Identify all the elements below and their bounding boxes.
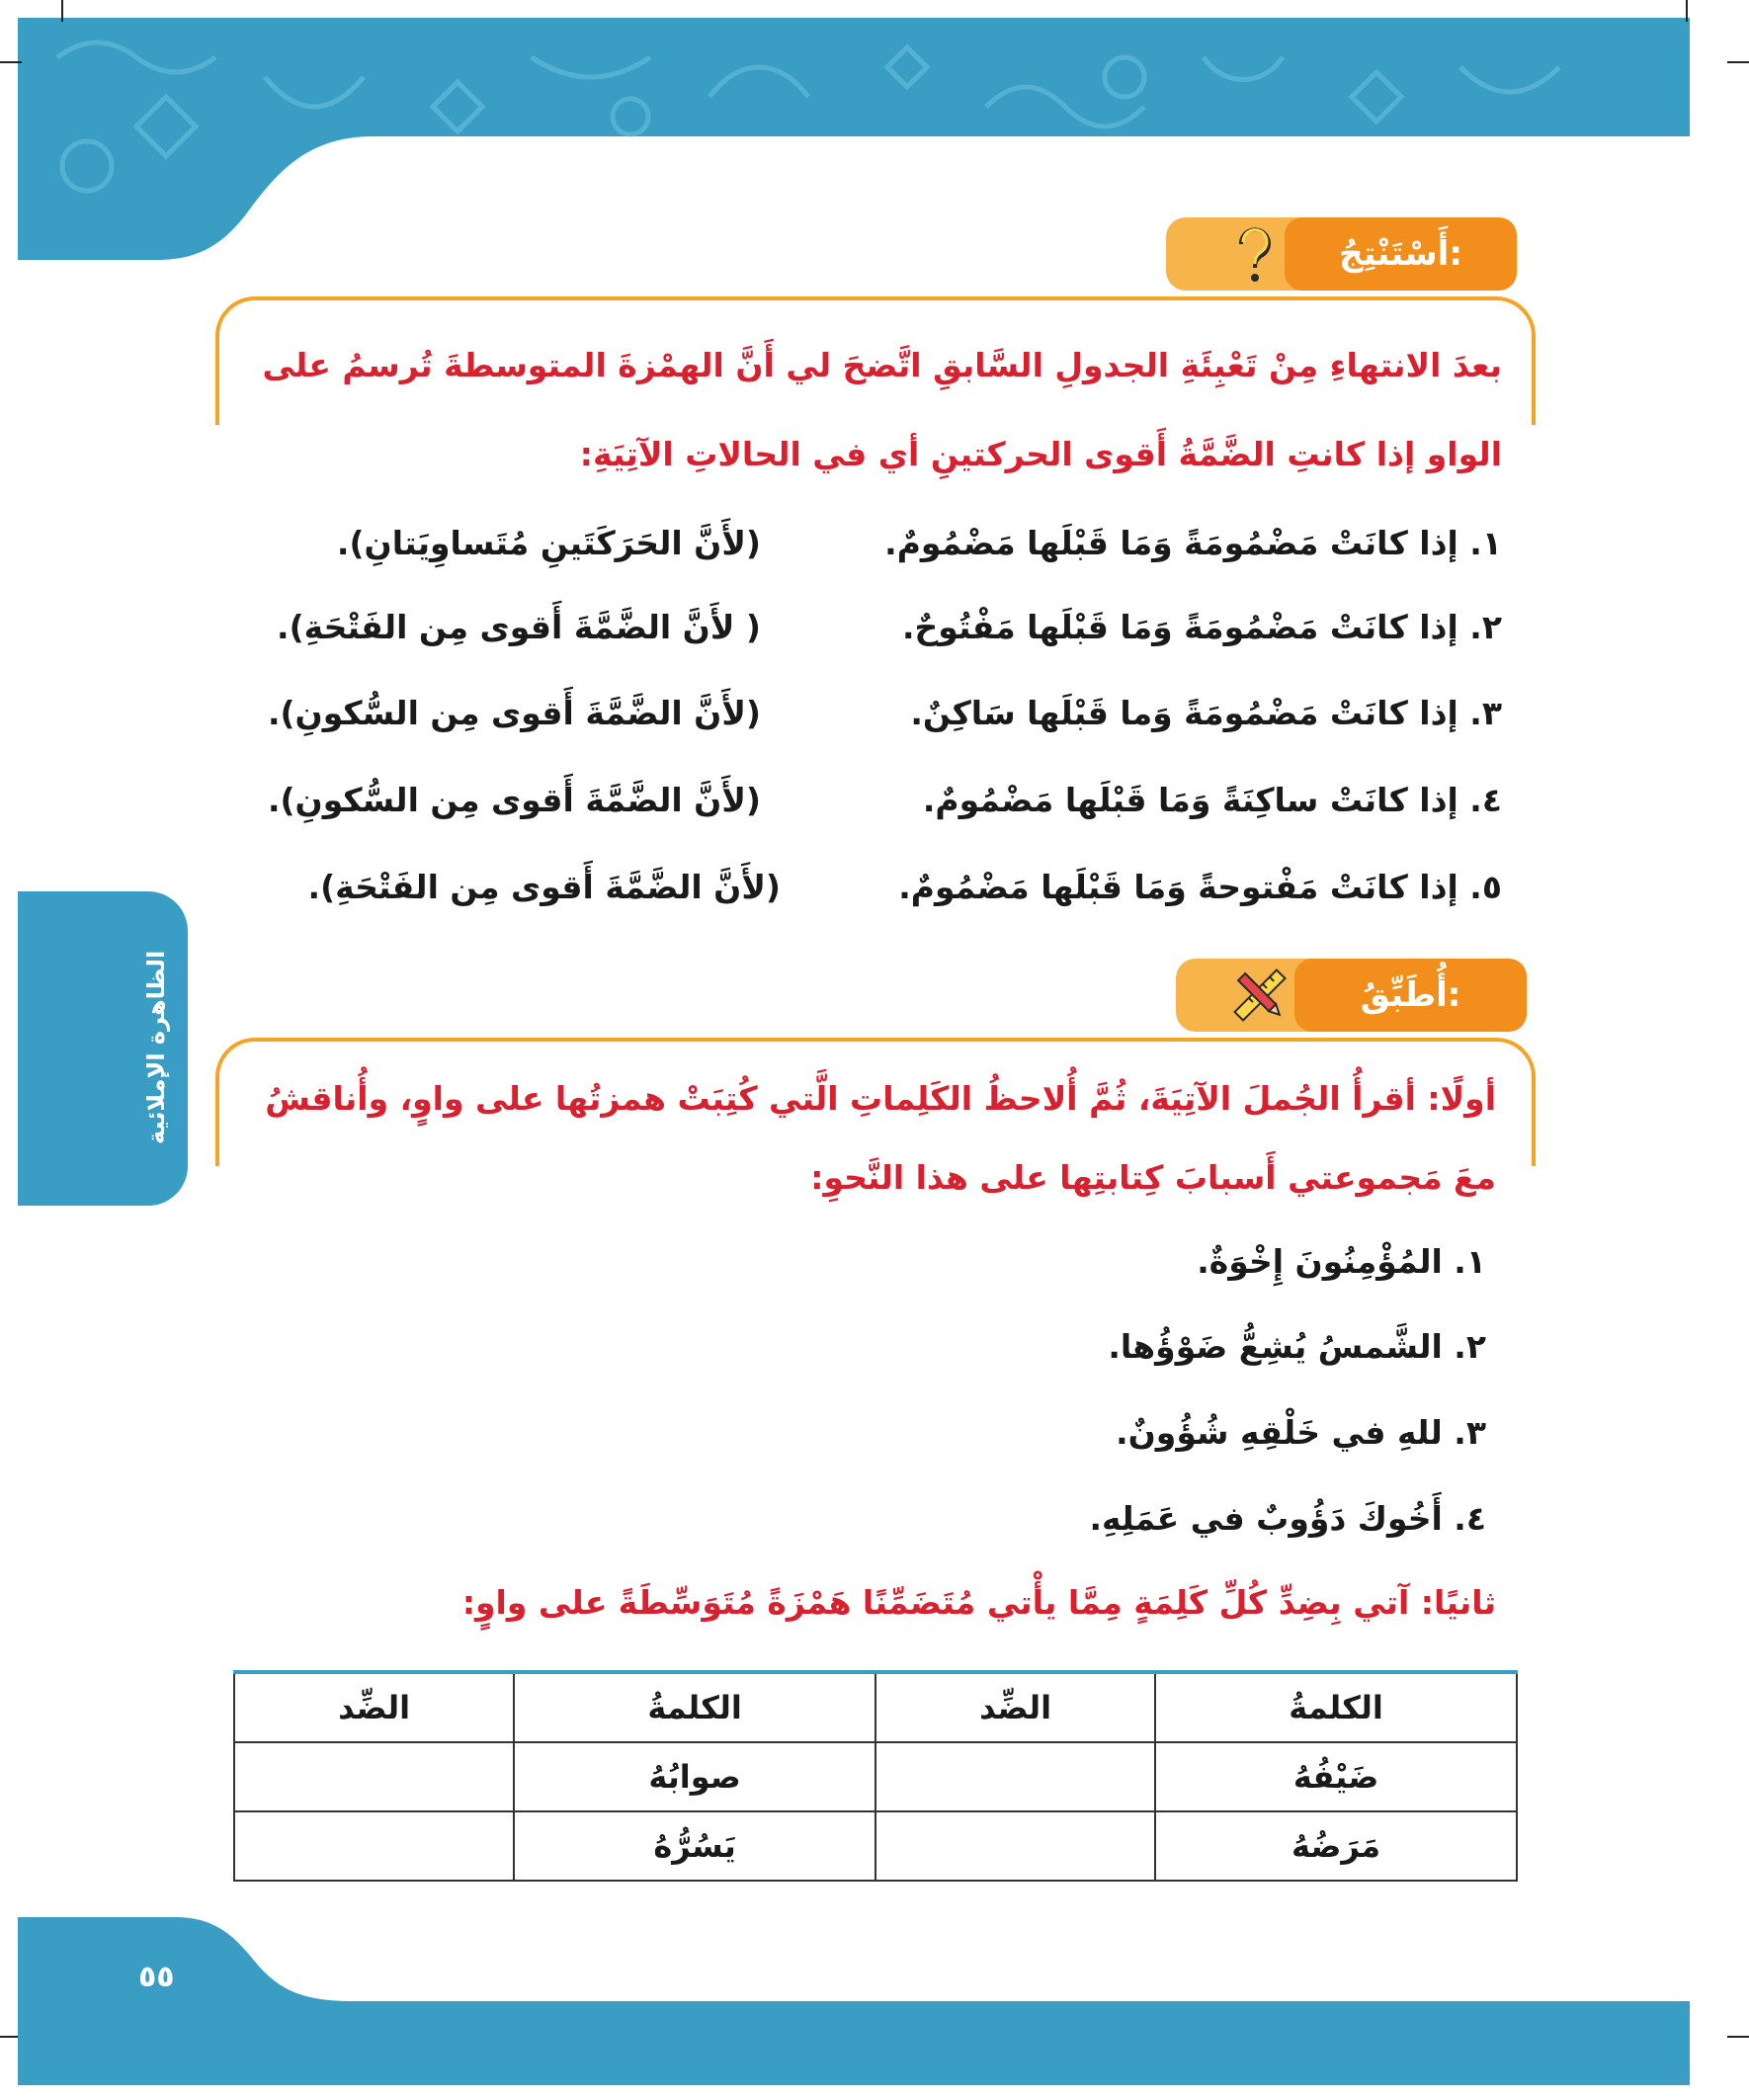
case-3: ٣. إذا كانَتْ مَضْمُومَةً وَما قَبْلَها سَاكِنٌ.: [910, 694, 1502, 732]
side-tab-label: الظاهرة الإملائية: [142, 950, 170, 1145]
apply-second-line: ثانيًا: آتي بِضِدِّ كُلِّ كَلِمَةٍ مِمَّا يأْتي مُتَضَمِّنًا هَمْزَةً مُتَوَسِّطَةً على واوٍ:: [461, 1583, 1496, 1622]
case-2: ٢. إذا كانَتْ مَضْمُومَةً وَمَا قَبْلَها مَفْتُوحٌ.: [901, 608, 1502, 646]
table-header-row: [234, 1672, 1517, 1742]
reason-3: (لأَنَّ الضَّمَّةَ أَقوى مِن السُّكونِ).: [267, 694, 761, 732]
opposite-input-cell[interactable]: [875, 1811, 1155, 1881]
footer-band: [18, 1917, 1690, 2085]
sentence-3: ٣. للهِ في خَلْقِهِ شُؤُونٌ.: [1116, 1413, 1486, 1452]
apply-first-line2: معَ مَجموعتي أَسبابَ كِتابتِها على هذا النَّحوِ:: [810, 1158, 1496, 1197]
sentence-2: ٢. الشَّمسُ يُشِعُّ ضَوْؤُها.: [1108, 1327, 1486, 1366]
reason-5: (لأَنَّ الضَّمَّةَ أَقوى مِن الفَتْحَةِ).: [307, 868, 781, 906]
opposite-input-cell[interactable]: [234, 1811, 514, 1881]
word-cell: صوابُهُ: [514, 1742, 875, 1811]
conclude-intro-line1: بعدَ الانتهاءِ مِنْ تَعْبِئَةِ الجدولِ السَّابقِ اتَّضحَ لي أَنَّ الهمْزةَ المتوسطةَ تُرسمُ على: [262, 346, 1502, 384]
conclude-label: أَسْتَنْتِجُ:: [1285, 217, 1517, 291]
reason-1: (لأَنَّ الحَرَكَتَينِ مُتَساوِيَتانِ).: [336, 524, 761, 562]
case-1: ١. إذا كانَتْ مَضْمُومَةً وَمَا قَبْلَها مَضْمُومٌ.: [884, 524, 1502, 562]
opposite-input-cell[interactable]: [234, 1742, 514, 1811]
sentence-1: ١. المُؤْمِنُونَ إِخْوَةٌ.: [1197, 1242, 1486, 1281]
opposite-input-cell[interactable]: [875, 1742, 1155, 1811]
conclude-intro-line2: الواو إذا كانتِ الضَّمَّةُ أَقوى الحركتينِ أي في الحالاتِ الآتِيَةِ:: [579, 435, 1502, 473]
sentence-4: ٤. أَخُوكَ دَؤُوبٌ في عَمَلِهِ.: [1089, 1499, 1486, 1538]
reason-2: ( لأَنَّ الضَّمَّةَ أَقوى مِن الفَتْحَةِ).: [277, 608, 761, 646]
apply-tab: [1176, 959, 1527, 1032]
table-row: [234, 1742, 1517, 1811]
apply-label: أُطَبِّقُ:: [1294, 959, 1527, 1032]
reason-4: (لأَنَّ الضَّمَّةَ أَقوى مِن السُّكونِ).: [267, 781, 761, 819]
apply-first-line1: أولًا: أقرأُ الجُملَ الآتِيَةَ، ثُمَّ أُلاحظُ الكَلِماتِ الَّتي كُتِبَتْ همزتُها على واوٍ، وأُناقشُ: [265, 1079, 1496, 1118]
header-word-1: الكلمةُ: [1155, 1672, 1517, 1742]
header-word-2: الكلمةُ: [514, 1672, 875, 1742]
answer-table: [233, 1670, 1518, 1882]
header-opposite-2: الضِّد: [234, 1672, 514, 1742]
word-cell: ضَيْفُهُ: [1155, 1742, 1517, 1811]
page-number: ٥٥: [138, 1960, 175, 1994]
question-icon: [1220, 217, 1290, 291]
table-row: [234, 1811, 1517, 1881]
case-4: ٤. إذا كانَتْ ساكِنَةً وَمَا قَبْلَها مَضْمُومٌ.: [922, 781, 1502, 819]
pencil-ruler-icon: [1225, 959, 1294, 1032]
word-cell: مَرَضُهُ: [1155, 1811, 1517, 1881]
case-5: ٥. إذا كانَتْ مَفْتوحةً وَمَا قَبْلَها مَضْمُومٌ.: [898, 868, 1502, 906]
header-opposite-1: الضِّد: [875, 1672, 1155, 1742]
word-cell: يَسُرُّهُ: [514, 1811, 875, 1881]
conclude-tab: [1166, 217, 1517, 291]
